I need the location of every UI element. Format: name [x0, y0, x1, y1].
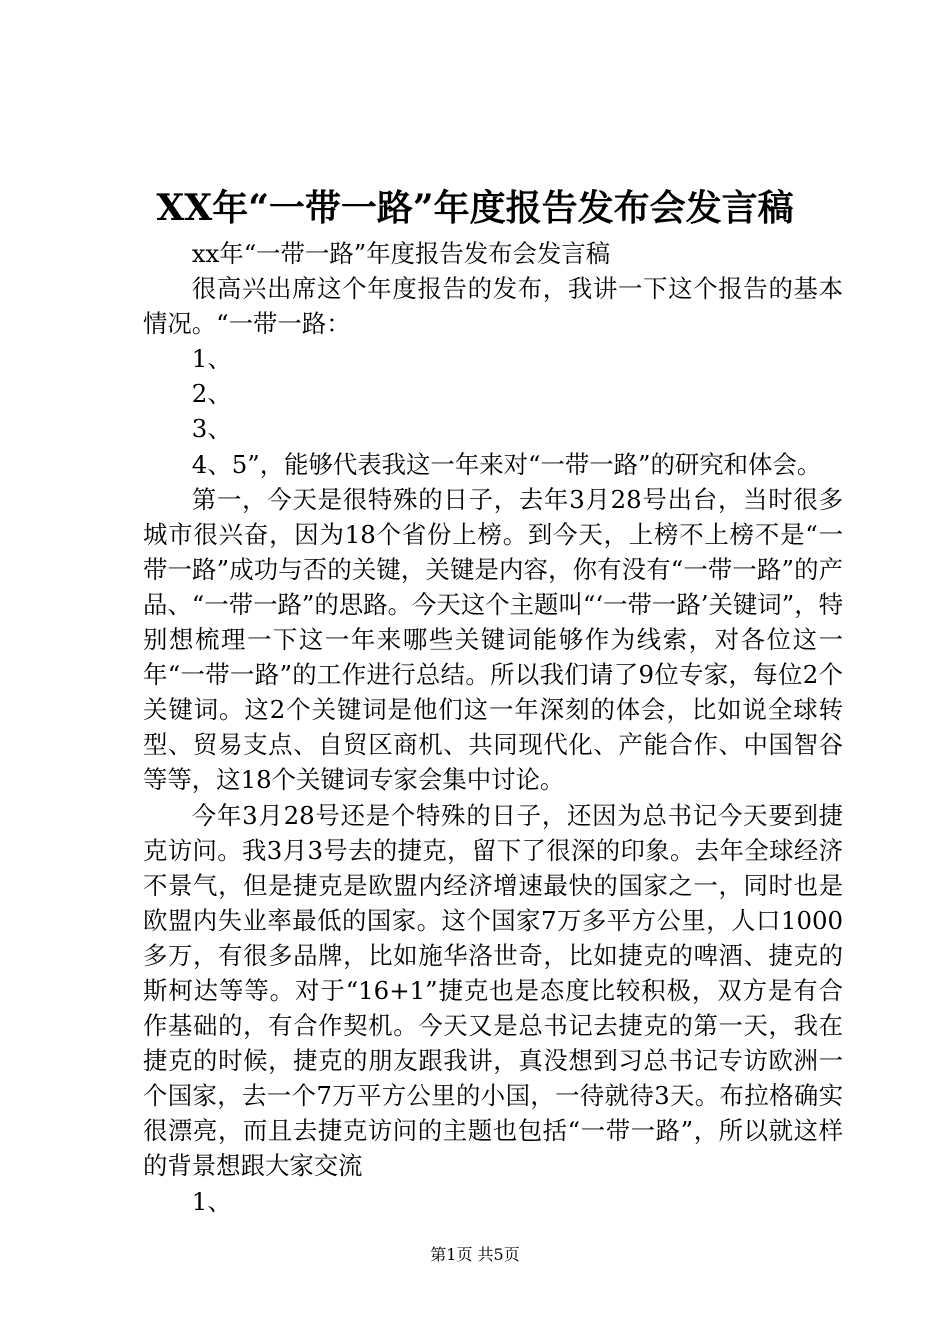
- list-item-2: 2、: [191, 379, 232, 409]
- document-body: [143, 236, 843, 1219]
- list-item-final-1: 1、: [191, 1186, 232, 1216]
- paragraph-first-point: 第一，今天是很特殊的日子，去年3月28号出台，当时很多城市很兴奋，因为18个省份上榜。到今天，上榜不上榜不是“一带一路”成功与否的关键，关键是内容，你有没有“一带一路”的产品、“一带一路”的思路。今天这个主题叫“‘一带一路’关键词”，特别想梳理一下这一年来哪些关键词能够作为线索，对各位这一年“一带一路”的工作进行总结。所以我们请了9位专家，每位2个关键词。这2个关键词是他们这一年深刻的体会，比如说全球转型、贸易支点、自贸区商机、共同现代化、产能合作、中国智谷等等，这18个关键词专家会集中讨论。: [143, 484, 843, 795]
- document-title: XX年“一带一路”年度报告发布会发言稿: [156, 187, 794, 229]
- intro-paragraph: 很高兴出席这个年度报告的发布，我讲一下这个报告的基本情况。“一带一路：: [143, 274, 843, 339]
- paragraph-czech-visit: 今年3月28号还是个特殊的日子，还因为总书记今天要到捷克访问。我3月3号去的捷克，留下了很深的印象。去年全球经济不景气，但是捷克是欧盟内经济增速最快的国家之一，同时也是欧盟内失业率最低的国家。这个国家7万多平方公里，人口1000多万，有很多品牌，比如施华洛世奇，比如捷克的啤酒、捷克的斯柯达等等。对于“16+1”捷克也是态度比较积极，双方是有合作基础的，有合作契机。今天又是总书记去捷克的第一天，我在捷克的时候，捷克的朋友跟我讲，真没想到习总书记专访欧洲一个国家，去一个7万平方公里的小国，一待就待3天。布拉格确实很漂亮，而且去捷克访问的主题也包括“一带一路”，所以就这样的背景想跟大家交流: [143, 800, 843, 1181]
- list-item-3: 3、: [191, 414, 232, 444]
- list-item-1: 1、: [191, 344, 232, 374]
- list-item-4-5: 4、5”，能够代表我这一年来对“一带一路”的研究和体会。: [191, 449, 822, 479]
- page-footer: 第1页 共5页: [430, 1245, 520, 1264]
- subtitle-paragraph: xx年“一带一路”年度报告发布会发言稿: [191, 239, 611, 268]
